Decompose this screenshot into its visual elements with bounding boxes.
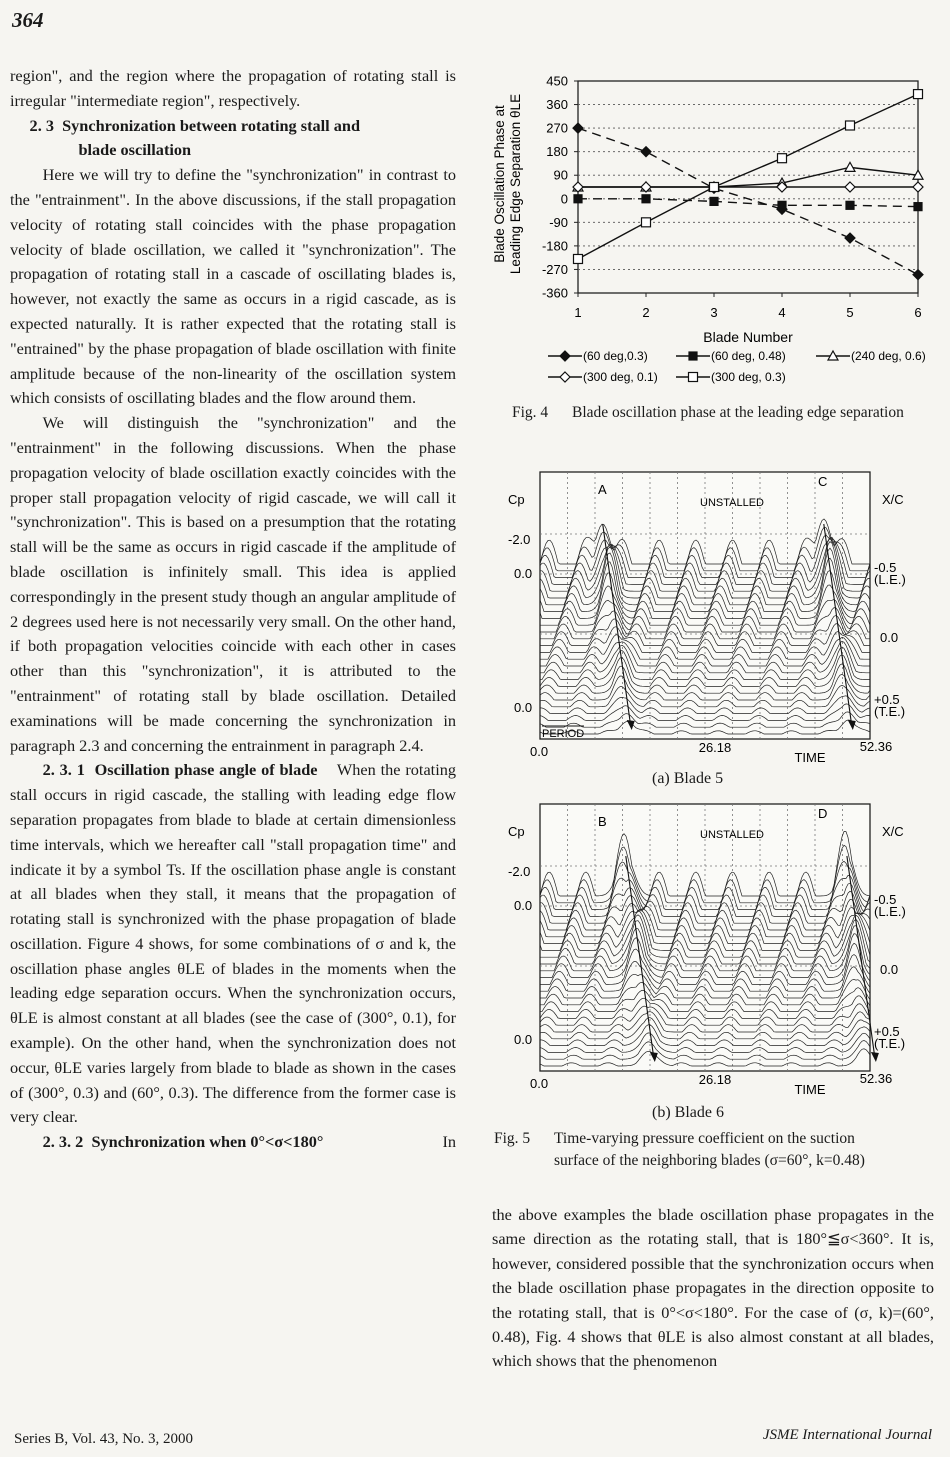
fig4-ytick-label: 450 — [546, 73, 568, 89]
fig4-point — [642, 195, 650, 203]
fig4-point — [913, 182, 923, 192]
fig5a-unstalled-label: UNSTALLED — [700, 497, 764, 509]
section-2-3-2-number: 2. 3. 2 — [42, 1132, 84, 1152]
fig4-ytick-label: -180 — [541, 238, 568, 254]
fig4-series-line — [578, 199, 918, 207]
fig4-series — [573, 90, 923, 280]
fig4-legend-label: (60 deg,0.3) — [583, 349, 648, 363]
fig4-ytick-label: 360 — [546, 97, 568, 113]
fig4-series-line — [578, 94, 918, 259]
fig5a-right-m05: -0.5 — [874, 560, 897, 575]
fig5b-time-max: 52.36 — [859, 1071, 893, 1086]
fig4-series-4 — [573, 182, 923, 192]
fig4-point — [641, 147, 651, 157]
fig4-point — [574, 195, 582, 203]
fig5a-period-label: PERIOD — [542, 728, 585, 740]
fig4-point — [710, 183, 719, 192]
fig5b-cp-label: Cp — [508, 824, 525, 839]
fig5b-unstalled-label: UNSTALLED — [700, 829, 764, 841]
section-2-3-title-b: blade oscillation — [78, 140, 192, 160]
fig4-point — [914, 90, 923, 99]
fig4-xlabel: Blade Number — [703, 329, 793, 345]
fig4-xtick-label: 1 — [574, 305, 582, 320]
fig4-legend — [548, 349, 926, 384]
fig5a-cp-label: Cp — [508, 492, 525, 507]
fig5b-marker-label-2: D — [818, 806, 828, 821]
fig4-legend-label: (300 deg, 0.1) — [583, 370, 658, 384]
fig4-series-line — [578, 167, 918, 187]
section-2-3-2-heading — [10, 1130, 456, 1155]
fig4-ylabel-line2: Leading Edge Separation θLE — [508, 93, 523, 275]
fig5b-subcaption: (b) Blade 6 — [652, 1104, 724, 1121]
fig4-point — [574, 254, 583, 263]
left-column — [10, 64, 456, 1155]
fig4-legend-item — [816, 349, 926, 363]
paragraph-intro: region", and the region where the propagation of rotating stall is irregular "intermediate region", respectively. — [10, 66, 456, 110]
paragraph-oscillation-phase: When the rotating stall occurs in rigid cascade, the stalling with leading edge flow separation propagates from blade to blade at certain dimensionless time intervals, which we hereafter call "stall propagation time" and indicate it by a symbol Ts. If the oscillation phase angle is constant at all blades when they stall, it means that the propagation of rotating stall is synchronized with the phase propagation of blade oscillation. Figure 4 shows, for some combinations of σ and k, the oscillation phase angles θLE of blades in the moments when the leading edge separation occurs. When the synchronization occurs, θLE is almost constant at all blades (see the case of (300°, 0.1), for example). On the other hand, when the synchronization does not occur, θLE varies largely from blade to blade as shown in the cases of (300°, 0.3) and (60°, 0.3). The difference from the former case is very clear. — [10, 760, 457, 1127]
fig5b-right-0: 0.0 — [880, 962, 899, 977]
fig5a-subcaption: (a) Blade 5 — [652, 770, 724, 787]
fig5a-time-label: TIME — [794, 750, 826, 764]
fig4-caption-text: Blade oscillation phase at the leading edge separation — [572, 404, 904, 421]
fig5a-marker-label-1: A — [598, 482, 607, 497]
fig4-xtick-label: 6 — [914, 305, 922, 320]
fig5b-pressure-plot — [500, 796, 940, 1096]
fig5a-right-le: (L.E.) — [874, 572, 906, 587]
fig4-ytick-label: 180 — [546, 144, 568, 160]
fig4-legend-item — [548, 349, 648, 363]
fig5b-ytick-0: 0.0 — [514, 898, 533, 913]
footer-series: Series B, Vol. 43, No. 3, 2000 — [14, 1431, 194, 1447]
fig5-caption — [494, 1128, 938, 1172]
section-2-3-1-title: Oscillation phase angle of blade — [94, 760, 318, 780]
section-2-3-title-a: Synchronization between rotating stall and — [62, 115, 361, 135]
fig4-point — [778, 201, 786, 209]
fig4-legend-label: (240 deg, 0.6) — [851, 349, 926, 363]
fig5a-marker-label-2: C — [818, 474, 828, 489]
fig4-point — [845, 182, 855, 192]
fig4-ytick-label: 270 — [546, 120, 568, 136]
fig5a-right-0: 0.0 — [880, 630, 899, 645]
fig5a-ytick-m2: -2.0 — [508, 532, 531, 547]
fig5-caption-number: Fig. 5 — [494, 1130, 531, 1147]
fig5b-right-le: (L.E.) — [874, 904, 906, 919]
fig5-caption-line1: Time-varying pressure coefficient on the suction — [554, 1130, 855, 1147]
fig4-caption-number: Fig. 4 — [512, 404, 549, 421]
fig5a-right-p05: +0.5 — [874, 692, 900, 707]
fig4-point — [914, 203, 922, 211]
fig4-legend-label: (60 deg, 0.48) — [711, 349, 786, 363]
fig5a-pressure-plot — [500, 464, 940, 764]
fig4-legend-marker — [689, 352, 697, 360]
fig4-point — [846, 201, 854, 209]
fig5b-right-m05: -0.5 — [874, 892, 897, 907]
fig5a-time-0: 0.0 — [530, 744, 549, 759]
page-number: 364 — [12, 8, 44, 32]
fig5b-right-te: (T.E.) — [874, 1036, 906, 1051]
fig5b-time-0: 0.0 — [530, 1076, 549, 1091]
fig5b-arrow-head — [871, 1052, 879, 1062]
fig4-ylabel — [492, 94, 523, 274]
fig4-point — [642, 218, 651, 227]
fig5b-right-p05: +0.5 — [874, 1024, 900, 1039]
fig4-line-chart — [490, 64, 940, 394]
fig4-point — [845, 162, 855, 171]
fig4-legend-item — [676, 349, 786, 363]
fig5a-right-te: (T.E.) — [874, 704, 906, 719]
fig4-xtick-label: 5 — [846, 305, 854, 320]
fig4-legend-label: (300 deg, 0.3) — [711, 370, 786, 384]
fig5b-ytick-0b: 0.0 — [514, 1032, 533, 1047]
fig5a-time-mid: 26.18 — [698, 740, 732, 755]
fig4-xtick-label: 2 — [642, 305, 650, 320]
right-column — [492, 1203, 934, 1374]
fig5a-ytick-0b: 0.0 — [514, 700, 533, 715]
fig4-x-ticks — [574, 293, 921, 320]
fig4-legend-marker — [560, 372, 570, 382]
section-2-3-1-number: 2. 3. 1 — [42, 760, 85, 780]
fig5b-ytick-m2: -2.0 — [508, 864, 531, 879]
fig4-xtick-label: 3 — [710, 305, 718, 320]
fig4-xtick-label: 4 — [778, 305, 786, 320]
paragraph-right-continuation: the above examples the blade oscillation phase propagates in the same direction as the rotating stall, that is 180°≦σ<360°. It is, however, considered possible that the synchronization occurs when the blade oscillation phase propagates in the direction opposite to the rotating stall, that is 0°<σ<180°. For the case of (σ, k)=(60°, 0.48), Fig. 4 shows that θLE is also almost constant at all blades, which shows that the phenomenon — [492, 1205, 934, 1371]
section-2-3-2-title: Synchronization when 0°<σ<180° — [91, 1132, 324, 1152]
paragraph-entrainment: We will distinguish the "synchronization" and the "entrainment" in the following discussions. When the phase propagation velocity of blade oscillation exactly coincides with the proper stall propagation velocity of rigid cascade, we will call it "synchronization". This is based on a presumption that the rotating stall will be the same as occurs in rigid cascade if the amplitude of blade oscillation is infinitely small. This idea is applied correspondingly in the present study though an angular amplitude of 2 degrees used here is not necessarily very small. On the other hand, if both propagation velocities coincide with each other in cases other than this "synchronization", it is attributed to the "entrainment" of rotating stall by blade oscillation. Detailed examinations will be made concerning the synchronization in paragraph 2.3 and concerning the entrainment in paragraph 2.4. — [10, 413, 456, 755]
fig4-ytick-label: -360 — [541, 285, 568, 301]
fig4-point — [913, 270, 923, 280]
fig4-point — [846, 121, 855, 130]
fig4-legend-item — [548, 370, 658, 384]
fig4-point — [845, 233, 855, 243]
fig4-ytick-label: -270 — [541, 261, 568, 277]
fig4-series-5 — [574, 90, 923, 264]
fig4-ytick-label: 90 — [553, 167, 568, 183]
fig4-point — [710, 197, 718, 205]
fig4-legend-item — [676, 370, 786, 384]
paragraph-synchronization-def: Here we will try to define the "synchronization" in contrast to the "entrainment". In the above discussions, if the stall propagation velocity of rotating stall coincides with the phase propagation velocity of blade oscillation, we called it "synchronization". The propagation of rotating stall in a cascade of oscillating blades is, however, not exactly the same as occurs in a rigid cascade, as is expected naturally. It is rather expected that the rotating stall is "entrained" by the phase propagation of blade oscillation with finite amplitude because of the non-linearity of the oscillation system which consists of oscillating blades and the flow around them. — [10, 165, 456, 408]
section-2-3-2-tail: In — [442, 1132, 456, 1152]
fig4-point — [573, 123, 583, 133]
section-2-3-number: 2. 3 — [29, 115, 54, 135]
fig4-series-line — [578, 128, 918, 275]
fig5b-time-label: TIME — [794, 1082, 826, 1096]
fig4-series-2 — [574, 195, 922, 211]
fig4-series-1 — [573, 123, 923, 280]
fig4-legend-marker — [560, 351, 570, 361]
fig4-ytick-label: -90 — [549, 214, 568, 230]
section-2-3-heading — [10, 114, 456, 139]
fig5-caption-line2: surface of the neighboring blades (σ=60°, k=0.48) — [554, 1152, 865, 1169]
fig4-point — [778, 154, 787, 163]
fig4-legend-marker — [689, 373, 698, 382]
fig5b-marker-label-1: B — [598, 814, 607, 829]
footer-journal: JSME International Journal — [762, 1427, 932, 1443]
fig5a-ytick-0: 0.0 — [514, 566, 533, 581]
paragraph-2-3-1 — [10, 758, 456, 1130]
fig4-ytick-label: 0 — [560, 191, 568, 207]
fig5a-xc-label: X/C — [882, 492, 904, 507]
fig5a-time-max: 52.36 — [859, 739, 893, 754]
fig4-caption — [512, 402, 932, 424]
fig5b-time-mid: 26.18 — [698, 1072, 732, 1087]
fig4-ylabel-line1: Blade Oscillation Phase at — [492, 105, 507, 263]
fig5b-xc-label: X/C — [882, 824, 904, 839]
